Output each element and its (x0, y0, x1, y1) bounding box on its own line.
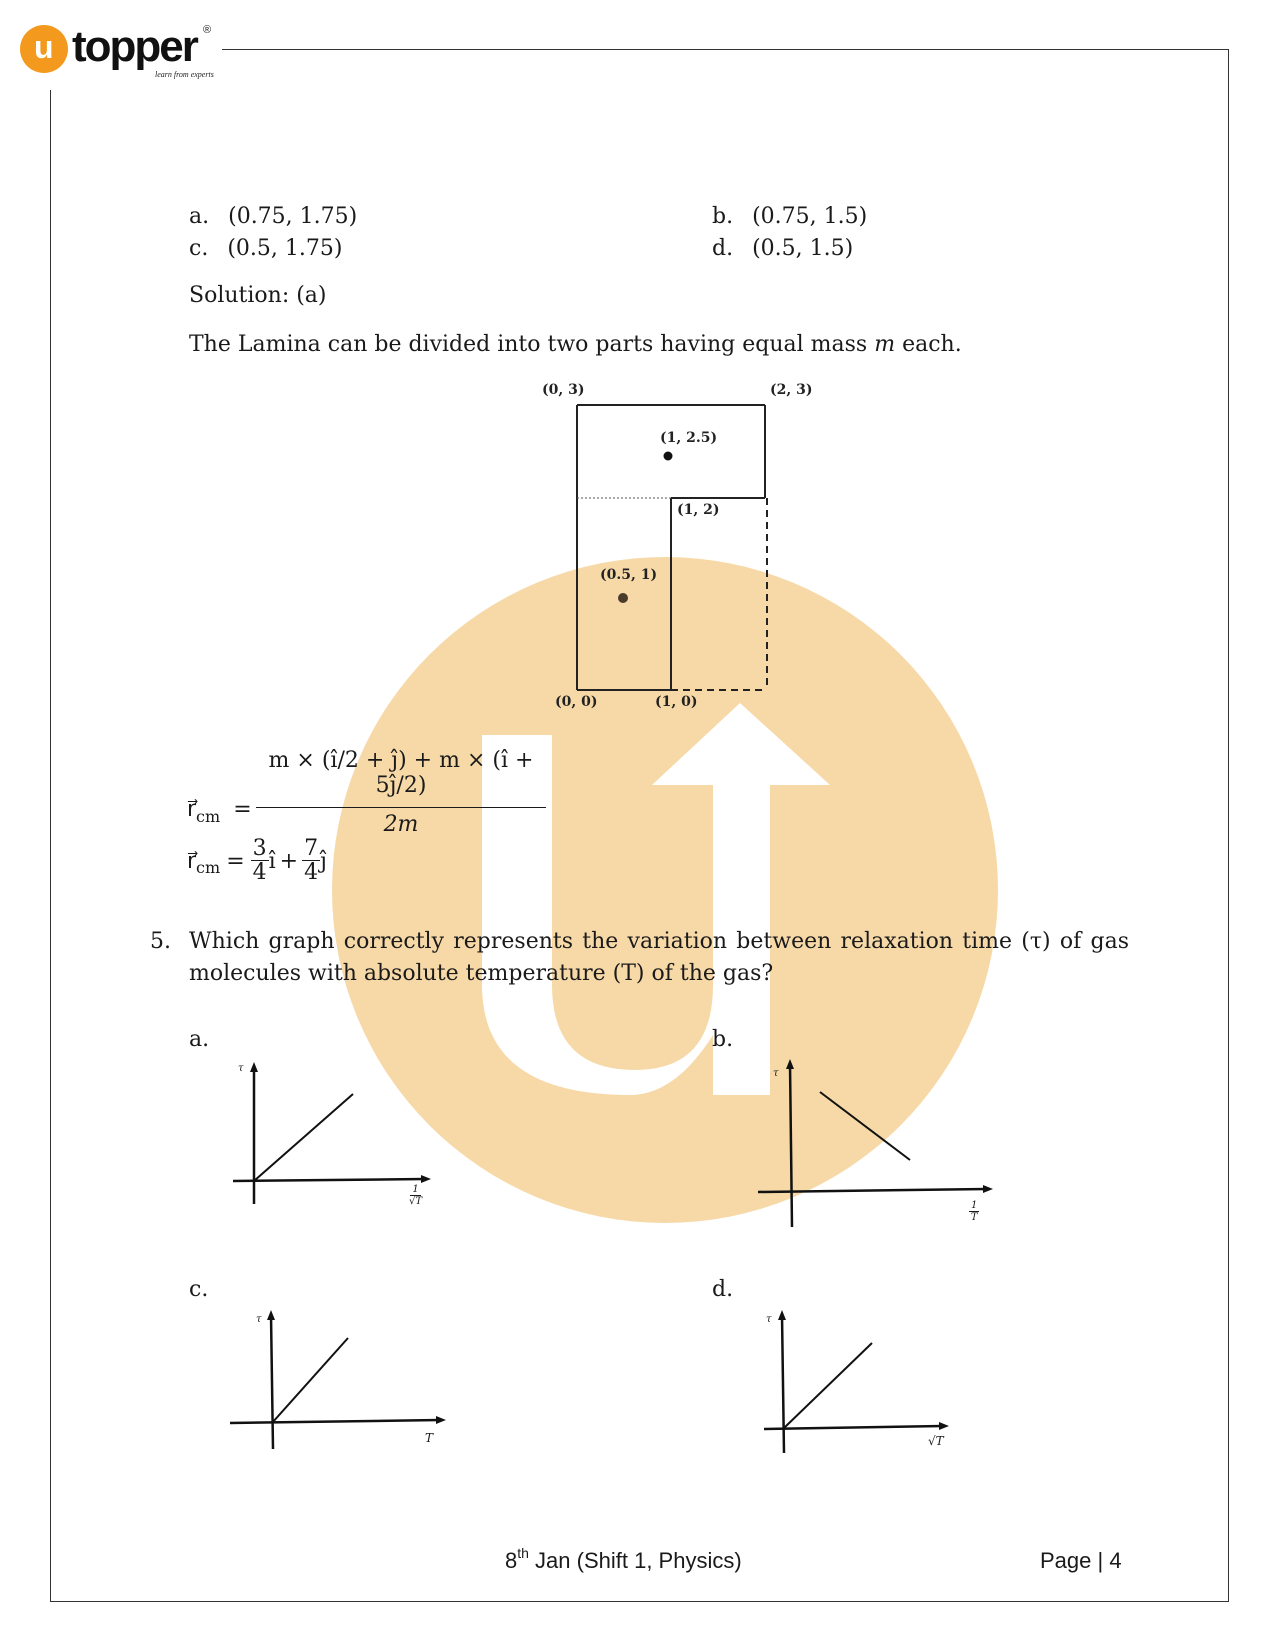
graph-d-y-axis (782, 1315, 784, 1453)
frame-right-rule (1228, 49, 1229, 1601)
graph-b-y-arrow (786, 1059, 794, 1069)
solution-text: The Lamina can be divided into two parts having equal mass m each. (189, 332, 962, 357)
graph-c-x-axis (230, 1420, 440, 1423)
graph-b-x-label: $\frac{1}{T}$ (970, 1200, 978, 1223)
q5-text-line2: molecules with absolute temperature (T) of the gas? (189, 961, 774, 986)
solution-title: Solution: (a) (189, 283, 327, 308)
q4-option-a: a. (0.75, 1.75) (189, 204, 358, 229)
q5-option-b-label: b. (712, 1027, 734, 1052)
fraction-bar (256, 807, 546, 808)
graph-b-y-axis (790, 1064, 792, 1227)
logo-letter: u (34, 29, 54, 65)
label-2-3: (2, 3) (770, 382, 813, 398)
label-0.5-1: (0.5, 1) (600, 567, 658, 583)
graph-a-x-arrow (421, 1175, 431, 1183)
label-0-3: (0, 3) (542, 382, 585, 398)
graph-d-x-label: √T (928, 1434, 944, 1448)
frame-bottom-rule (50, 1601, 1229, 1602)
graph-c-y-axis (271, 1315, 273, 1449)
q5-option-c-label: c. (189, 1277, 209, 1302)
brand-tagline: learn from experts (155, 70, 214, 79)
label-1-2.5: (1, 2.5) (660, 430, 718, 446)
graph-a (225, 1060, 435, 1220)
graph-c-curve (272, 1338, 348, 1423)
graph-b-y-label: τ (773, 1068, 779, 1079)
logo-icon (20, 25, 68, 73)
fraction-7-4: $\frac{7}{4}$ (304, 836, 319, 885)
footer-exam-info: 8th Jan (Shift 1, Physics) (505, 1545, 742, 1573)
equation-denominator: 2m (383, 812, 419, 837)
graph-c-y-arrow (267, 1310, 275, 1320)
graph-d-x-arrow (939, 1422, 949, 1430)
label-1-2: (1, 2) (677, 502, 720, 518)
graph-a-x-axis (233, 1179, 425, 1181)
q5-option-d-label: d. (712, 1277, 734, 1302)
brand-name: topper (72, 22, 197, 71)
frame-top-rule (222, 49, 1229, 50)
equation-result: r⃗ cm = $\frac{3}{4}$ î + $\frac{7}{4}$ ĵ (187, 836, 327, 885)
graph-b-x-arrow (983, 1185, 993, 1193)
graph-c (225, 1305, 455, 1455)
equation-numerator: m × (î/2 + ĵ) + m × (î + 5ĵ/2) (268, 748, 534, 798)
graph-b-curve (820, 1092, 910, 1160)
q5-text-line1: Which graph correctly represents the variation between relaxation time (τ) of gas (189, 929, 1129, 954)
graph-d-curve (784, 1343, 872, 1428)
q4-option-b: b. (0.75, 1.5) (712, 204, 868, 229)
rcm-symbol-1: $r⃗_{cm}$ = (187, 797, 252, 826)
q4-option-c: c. (0.5, 1.75) (189, 236, 343, 261)
graph-b (750, 1055, 1000, 1235)
centre-of-mass-lower (618, 593, 628, 603)
graph-d-y-arrow (778, 1310, 786, 1320)
q5-number: 5. (150, 929, 171, 954)
label-1-0: (1, 0) (655, 694, 698, 710)
frame-left-rule (50, 90, 51, 1601)
graph-d-y-label: τ (766, 1314, 772, 1325)
q4-option-d: d. (0.5, 1.5) (712, 236, 854, 261)
footer-page-number: Page | 4 (1040, 1548, 1122, 1573)
graph-a-curve (254, 1094, 353, 1181)
q5-option-a-label: a. (189, 1027, 210, 1052)
graph-c-x-arrow (436, 1416, 446, 1424)
label-0-0: (0, 0) (555, 694, 598, 710)
graph-c-x-label: T (425, 1431, 434, 1445)
graph-a-x-label: $\frac{1}{√T}$ (409, 1184, 423, 1207)
registered-mark: ® (203, 24, 212, 36)
graph-c-y-label: τ (256, 1314, 262, 1325)
centre-of-mass-upper (664, 452, 673, 461)
graph-a-y-label: τ (238, 1063, 244, 1074)
fraction-3-4: $\frac{3}{4}$ (252, 836, 267, 885)
graph-d-x-axis (764, 1426, 943, 1429)
graph-a-y-arrow (250, 1062, 258, 1072)
